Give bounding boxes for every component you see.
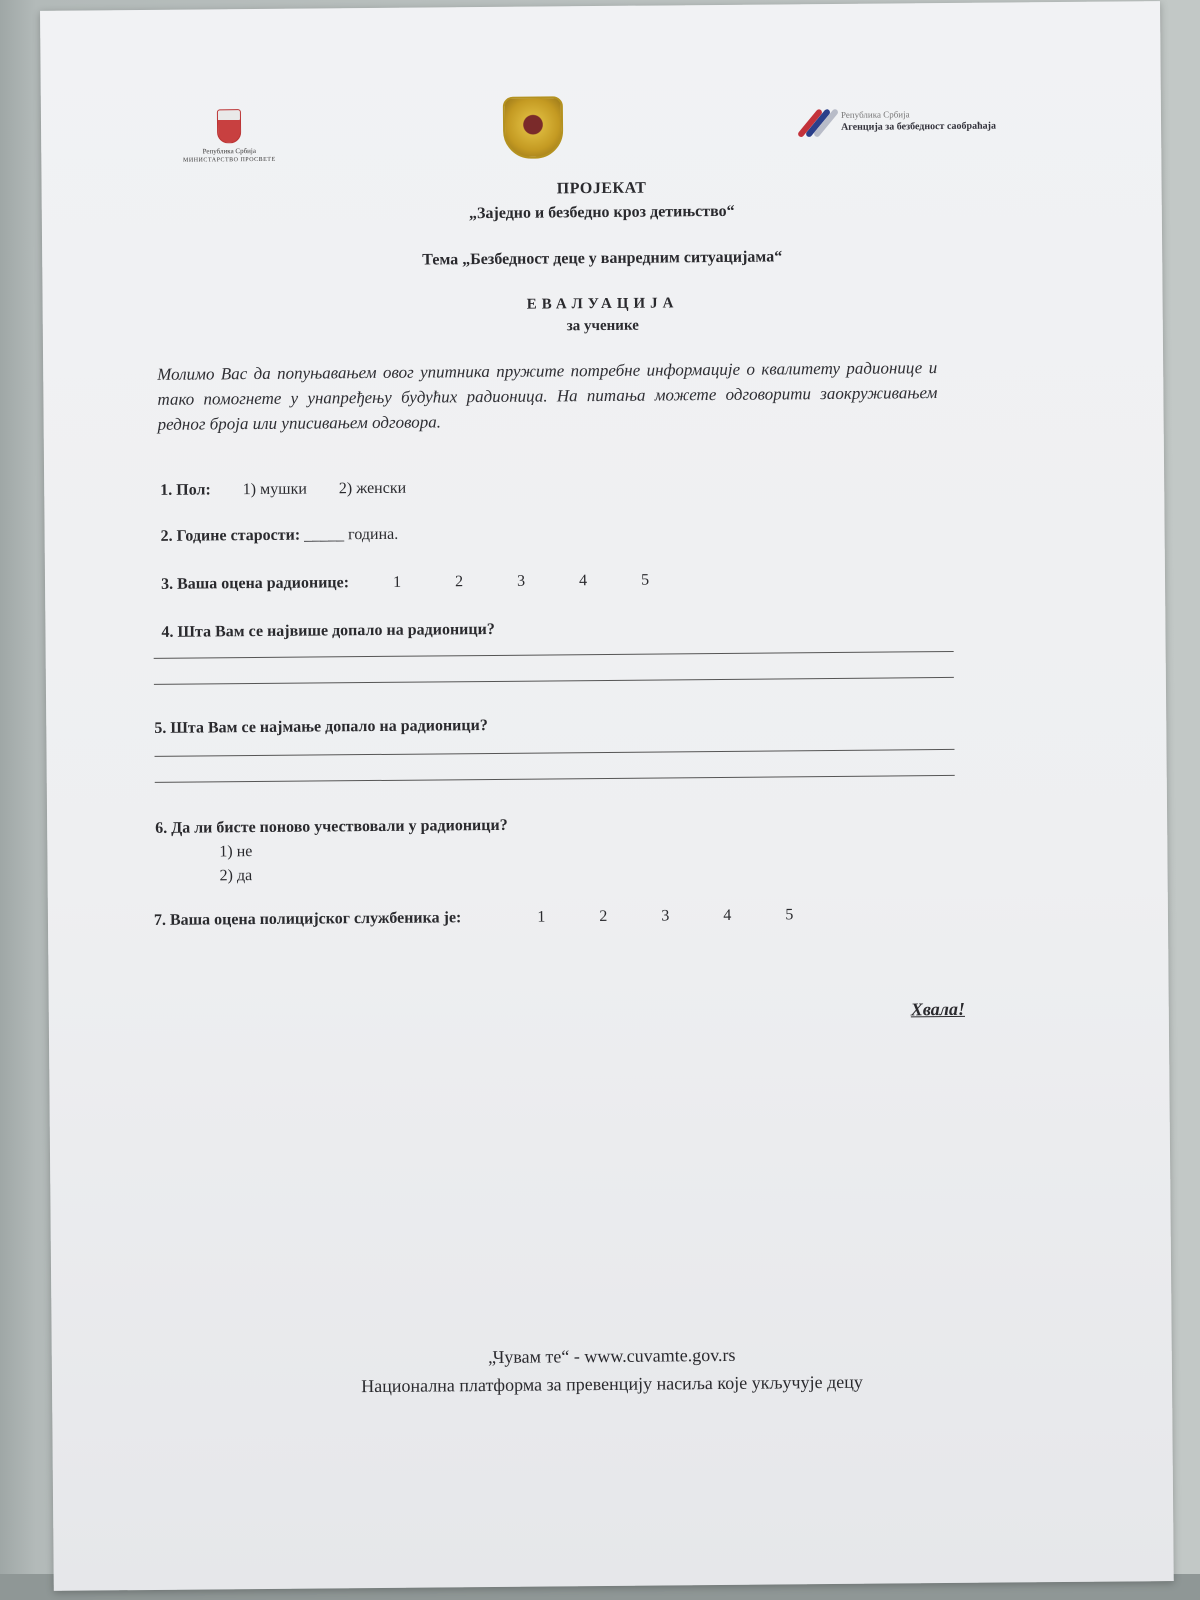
answer-line[interactable] bbox=[154, 651, 954, 659]
workshop-rating-4[interactable]: 4 bbox=[578, 572, 588, 590]
answer-line[interactable] bbox=[155, 775, 955, 783]
question-workshop-rating bbox=[161, 571, 699, 594]
question-officer-rating-label: 7. Ваша оцена полицијског службеника је: bbox=[153, 909, 462, 929]
officer-rating-1[interactable]: 1 bbox=[537, 908, 546, 926]
workshop-rating-2[interactable]: 2 bbox=[454, 573, 464, 591]
question-age-label: 2. Године старости: bbox=[160, 526, 301, 545]
question-age bbox=[161, 526, 399, 546]
ministry-logo bbox=[159, 109, 299, 165]
workshop-rating-5[interactable]: 5 bbox=[640, 571, 650, 589]
question-officer-rating bbox=[154, 906, 844, 930]
agency-logo-line2: Агенција за безбедност саобраћаја bbox=[841, 120, 997, 133]
agency-stripes-icon bbox=[791, 102, 835, 142]
intro-paragraph: Молимо Вас да попуњавањем овог упитника пружите потребне информације о квалитету радионице и тако помогнете у унапређењу будућих радионица. На питања можете одговорити заокруживањем редног броја или уписивањем одговора. bbox=[157, 358, 938, 434]
officer-rating-4[interactable]: 4 bbox=[723, 906, 732, 924]
evaluation-heading: ЕВАЛУАЦИЈА bbox=[526, 295, 679, 313]
age-suffix: година. bbox=[348, 525, 399, 544]
agency-logo-line1: Република Србија bbox=[840, 109, 910, 120]
question-workshop-rating-label: 3. Ваша оцена радионице: bbox=[160, 574, 350, 593]
theme-title: Тема „Безбедност деце у ванредним ситуацијама“ bbox=[422, 248, 783, 269]
traffic-safety-agency-logo bbox=[791, 100, 1031, 146]
age-blank-field[interactable]: _____ bbox=[304, 526, 345, 544]
police-badge-logo bbox=[501, 96, 566, 161]
question-liked-most-label: 4. Шта Вам се највише допало на радионици? bbox=[161, 620, 495, 641]
answer-line[interactable] bbox=[154, 677, 954, 685]
police-badge-icon bbox=[503, 96, 564, 159]
question-liked-least-label: 5. Шта Вам се најмање допало на радионици? bbox=[154, 717, 488, 737]
question-gender bbox=[160, 480, 406, 500]
question-gender-label: 1. Пол: bbox=[160, 481, 211, 499]
officer-rating-5[interactable]: 5 bbox=[785, 906, 794, 924]
officer-rating-2[interactable]: 2 bbox=[599, 907, 608, 926]
footer-website: „Чувам те“ - www.cuvamte.gov.rs bbox=[487, 1344, 736, 1368]
option-male[interactable]: 1) мушки bbox=[242, 480, 307, 499]
questionnaire-sheet bbox=[40, 1, 1174, 1591]
option-female[interactable]: 2) женски bbox=[338, 479, 407, 498]
workshop-rating-1[interactable]: 1 bbox=[392, 573, 402, 591]
workshop-rating-3[interactable]: 3 bbox=[516, 572, 526, 590]
project-title: ПРОЈЕКАТ bbox=[556, 179, 647, 198]
ministry-logo-line2: МИНИСТАРСТВО ПРОСВЕТЕ bbox=[182, 156, 276, 164]
officer-rating-3[interactable]: 3 bbox=[661, 907, 670, 925]
project-name: „Заједно и безбедно кроз детињство“ bbox=[468, 202, 735, 223]
serbia-coat-of-arms-icon bbox=[217, 109, 241, 143]
question-participate-again bbox=[155, 817, 508, 838]
thanks-text: Хвала! bbox=[910, 998, 966, 1020]
option-no[interactable]: 1) не bbox=[219, 843, 253, 861]
ministry-logo-line1: Република Србија bbox=[202, 147, 256, 156]
question-liked-most bbox=[161, 621, 494, 642]
audience-subheading: за ученике bbox=[566, 317, 639, 335]
question-participate-again-label: 6. Да ли бисте поново учествовали у радионици? bbox=[155, 816, 508, 837]
footer-platform: Национална платформа за превенцију насиља које укључује децу bbox=[361, 1371, 863, 1397]
option-yes[interactable]: 2) да bbox=[219, 867, 253, 885]
answer-line[interactable] bbox=[155, 749, 955, 757]
question-liked-least bbox=[154, 717, 488, 738]
